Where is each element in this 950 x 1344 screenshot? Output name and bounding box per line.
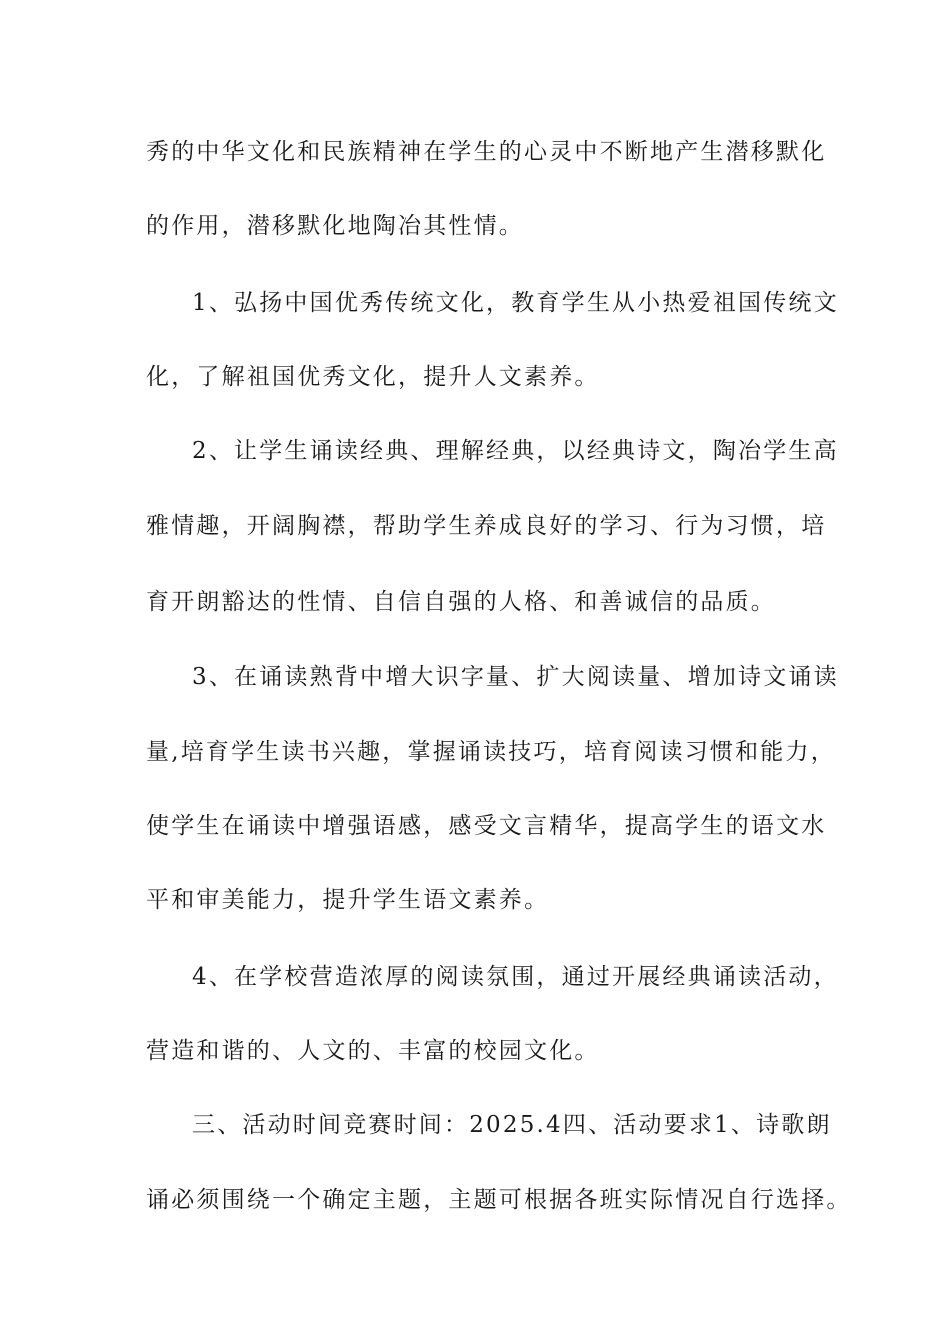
text-line: 诵必须围绕一个确定主题，主题可根据各班实际情况自行选择。 xyxy=(146,1187,852,1213)
text-line: 育开朗豁达的性情、自信自强的人格、和善诚信的品质。 xyxy=(146,589,776,615)
text-line: 1、弘扬中国优秀传统文化，教育学生从小热爱祖国传统文 xyxy=(192,290,839,316)
text-line: 秀的中华文化和民族精神在学生的心灵中不断地产生潜移默化 xyxy=(146,139,827,165)
text-line: 使学生在诵读中增强语感，感受文言精华，提高学生的语文水 xyxy=(146,813,827,839)
text-line: 4、在学校营造浓厚的阅读氛围，通过开展经典诵读活动， xyxy=(192,964,839,990)
text-line: 化，了解祖国优秀文化，提升人文素养。 xyxy=(146,364,600,390)
text-line: 平和审美能力，提升学生语文素养。 xyxy=(146,887,550,913)
text-line: 3、在诵读熟背中增大识字量、扩大阅读量、增加诗文诵读 xyxy=(192,664,839,690)
text-line: 2、让学生诵读经典、理解经典，以经典诗文，陶冶学生高 xyxy=(192,438,839,464)
text-line: 的作用，潜移默化地陶冶其性情。 xyxy=(146,213,524,239)
text-line: 量,培育学生读书兴趣，掌握诵读技巧，培育阅读习惯和能力， xyxy=(146,739,836,765)
text-line: 营造和谐的、人文的、丰富的校园文化。 xyxy=(146,1038,600,1064)
text-line: 雅情趣，开阔胸襟，帮助学生养成良好的学习、行为习惯，培 xyxy=(146,513,827,539)
text-line: 三、活动时间竞赛时间：2025.4四、活动要求1、诗歌朗 xyxy=(192,1112,832,1138)
